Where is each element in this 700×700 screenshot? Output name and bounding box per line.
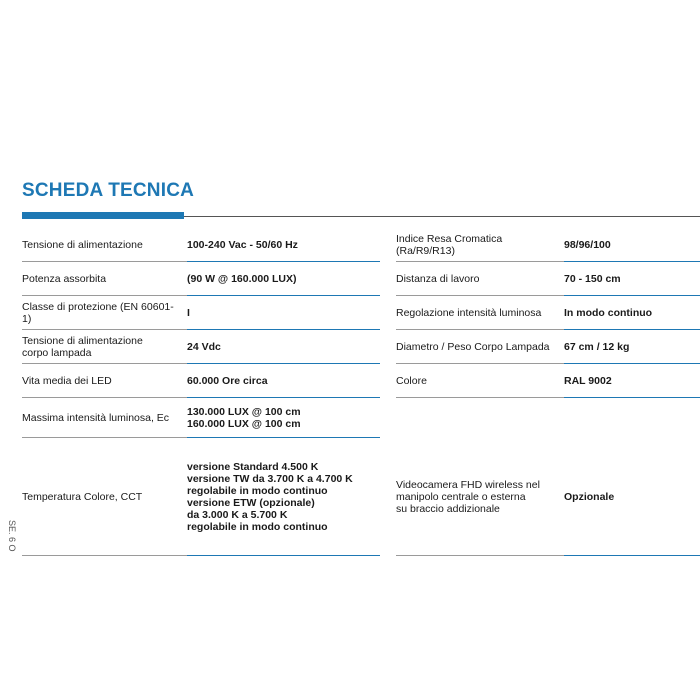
row-divider <box>396 555 564 556</box>
spec-label: Regolazione intensità luminosa <box>396 307 542 319</box>
spec-label: Colore <box>396 375 427 387</box>
spec-row <box>396 438 700 556</box>
spec-row <box>22 438 380 556</box>
row-divider <box>22 555 187 556</box>
spec-value: versione Standard 4.500 K versione TW da 3.700 K a 4.700 K regolabile in modo continuo versione ETW (opzionale) da 3.000 K a 5.700 K regolabile in modo continuo <box>187 461 353 533</box>
spec-value: 98/96/100 <box>564 239 611 251</box>
spec-label: Tensione di alimentazione corpo lampada <box>22 335 143 359</box>
spec-row <box>22 262 380 296</box>
spec-value: RAL 9002 <box>564 375 612 387</box>
spec-value: (90 W @ 160.000 LUX) <box>187 273 297 285</box>
spec-label: Potenza assorbita <box>22 273 107 285</box>
spec-row <box>22 364 380 398</box>
spec-row <box>396 228 700 262</box>
spec-value: 130.000 LUX @ 100 cm 160.000 LUX @ 100 cm <box>187 406 301 430</box>
spec-row <box>396 398 700 438</box>
spec-row <box>396 330 700 364</box>
title-divider <box>184 216 700 217</box>
spec-value: In modo continuo <box>564 307 653 319</box>
row-divider-accent <box>564 555 700 556</box>
spec-label: Temperatura Colore, CCT <box>22 491 143 503</box>
spec-label: Classe di protezione (EN 60601-1) <box>22 301 174 325</box>
spec-row <box>22 398 380 438</box>
spec-row <box>396 262 700 296</box>
spec-value: 70 - 150 cm <box>564 273 621 285</box>
spec-value: 100-240 Vac - 50/60 Hz <box>187 239 298 251</box>
spec-label: Tensione di alimentazione <box>22 239 143 251</box>
left-spec-column <box>22 228 380 556</box>
spec-label: Massima intensità luminosa, Ec <box>22 412 170 424</box>
title-accent-bar <box>22 212 184 219</box>
page-title: SCHEDA TECNICA <box>22 180 195 201</box>
spec-label: Distanza di lavoro <box>396 273 480 285</box>
spec-row <box>22 296 380 330</box>
spec-row <box>396 296 700 330</box>
right-spec-column <box>396 228 700 556</box>
side-code: SE. 6 O <box>7 520 17 552</box>
spec-value: 67 cm / 12 kg <box>564 341 630 353</box>
row-divider-accent <box>187 555 380 556</box>
spec-value: Opzionale <box>564 491 615 503</box>
spec-row <box>396 364 700 398</box>
spec-value: 60.000 Ore circa <box>187 375 268 387</box>
spec-value: I <box>187 307 190 319</box>
spec-row <box>22 330 380 364</box>
spec-label: Indice Resa Cromatica (Ra/R9/R13) <box>396 233 503 257</box>
spec-label: Diametro / Peso Corpo Lampada <box>396 341 550 353</box>
spec-row <box>22 228 380 262</box>
spec-value: 24 Vdc <box>187 341 221 353</box>
spec-label: Videocamera FHD wireless nel manipolo centrale o esterna su braccio addizionale <box>396 479 540 515</box>
spec-label: Vita media dei LED <box>22 375 112 387</box>
